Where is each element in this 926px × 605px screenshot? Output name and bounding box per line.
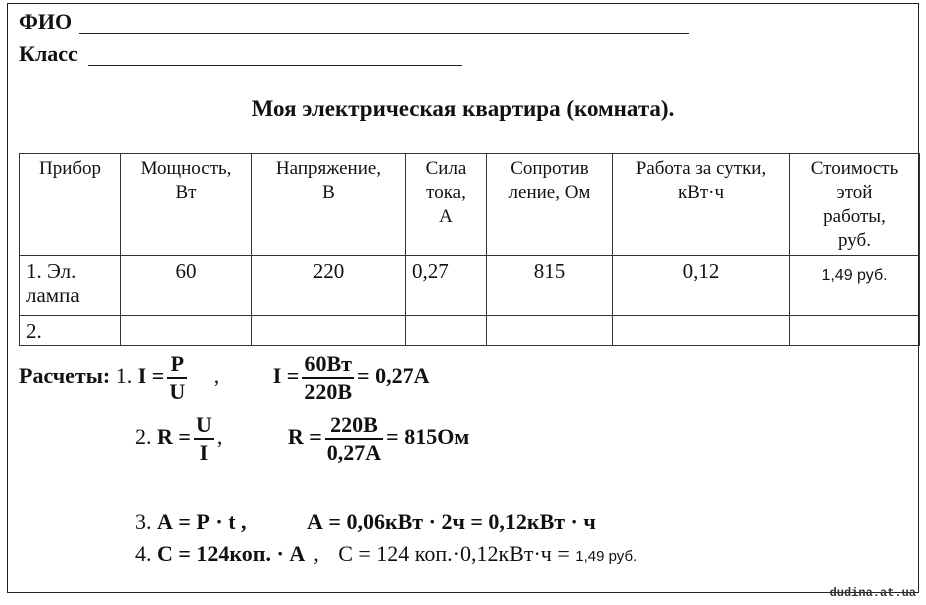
calculations-label: Расчеты:	[19, 363, 111, 389]
calc-2-numeric-fraction	[325, 412, 383, 466]
watermark: dudina.at.ua	[829, 586, 916, 600]
class-field-line[interactable]	[88, 65, 462, 66]
calc-1-formula-fraction	[167, 351, 187, 405]
table-row	[20, 316, 920, 346]
calc-2-number: 2.	[135, 424, 152, 450]
calc-2-numeric-denominator: 0,27А	[326, 440, 382, 465]
page-title: Моя электрическая квартира (комната).	[251, 96, 675, 121]
calc-2-result: = 815Ом	[386, 424, 470, 450]
work-cell[interactable]: 0,12	[613, 256, 790, 316]
current-cell[interactable]	[406, 316, 487, 346]
calc-2	[135, 412, 469, 466]
calc-2-lhs2: R =	[287, 424, 322, 450]
calc-4	[135, 541, 637, 567]
device-cell[interactable]: 2.	[20, 316, 121, 346]
col-header-resistance: Сопротив ление, Ом	[487, 154, 613, 256]
appliance-table	[19, 153, 920, 346]
power-cell[interactable]	[121, 316, 252, 346]
calc-1-result: = 0,27А	[357, 363, 430, 389]
table-header-row	[20, 154, 920, 256]
calc-1-lhs2: I =	[272, 363, 300, 389]
col-header-device: Прибор	[20, 154, 121, 256]
calc-1-numeric-numerator: 60Вт	[302, 351, 354, 379]
calc-2-separator: ,	[216, 424, 223, 450]
device-cell[interactable]: 1. Эл. лампа	[20, 256, 121, 316]
class-label: Класс	[19, 41, 78, 66]
calc-2-formula-denominator: I	[199, 440, 209, 465]
col-header-cost: Стоимость этой работы, руб.	[790, 154, 920, 256]
calc-4-result: 1,49 руб.	[575, 548, 638, 565]
resistance-cell[interactable]: 815	[487, 256, 613, 316]
calc-4-number: 4.	[135, 541, 152, 566]
voltage-cell[interactable]	[252, 316, 406, 346]
calc-4-expression: С = 124 коп.·0,12кВт·ч =	[338, 541, 570, 566]
calc-4-formula: С = 124коп. · А	[157, 541, 306, 566]
calc-3-expression: А = 0,06кВт · 2ч = 0,12кВт · ч	[307, 509, 596, 534]
cost-cell[interactable]	[790, 316, 920, 346]
col-header-power: Мощность, Вт	[121, 154, 252, 256]
calc-1-numeric-fraction	[302, 351, 354, 405]
resistance-cell[interactable]	[487, 316, 613, 346]
power-cell[interactable]: 60	[121, 256, 252, 316]
calc-1-number: 1.	[115, 363, 133, 389]
col-header-work: Работа за сутки, кВт·ч	[613, 154, 790, 256]
calc-2-formula-fraction	[194, 412, 214, 466]
calc-2-numeric-numerator: 220В	[325, 412, 383, 440]
calc-1	[19, 351, 429, 405]
cost-cell[interactable]: 1,49 руб.	[790, 256, 920, 316]
table-row	[20, 256, 920, 316]
calc-1-formula-denominator: U	[169, 379, 186, 404]
calc-1-lhs: I =	[137, 363, 165, 389]
fio-label: ФИО	[19, 9, 73, 34]
calc-3-formula: А = Р · t ,	[157, 509, 247, 534]
fio-field-line[interactable]	[79, 33, 689, 34]
calc-1-formula-numerator: P	[167, 351, 187, 379]
voltage-cell[interactable]: 220	[252, 256, 406, 316]
calc-3	[135, 509, 596, 535]
current-cell[interactable]: 0,27	[406, 256, 487, 316]
col-header-current: Сила тока, А	[406, 154, 487, 256]
calc-3-number: 3.	[135, 509, 152, 534]
calc-2-lhs: R =	[157, 424, 191, 450]
work-cell[interactable]	[613, 316, 790, 346]
calc-1-separator: ,	[213, 363, 220, 389]
col-header-voltage: Напряжение, В	[252, 154, 406, 256]
calc-1-numeric-denominator: 220В	[304, 379, 353, 404]
calc-4-separator: ,	[313, 541, 319, 566]
calc-2-formula-numerator: U	[194, 412, 214, 440]
